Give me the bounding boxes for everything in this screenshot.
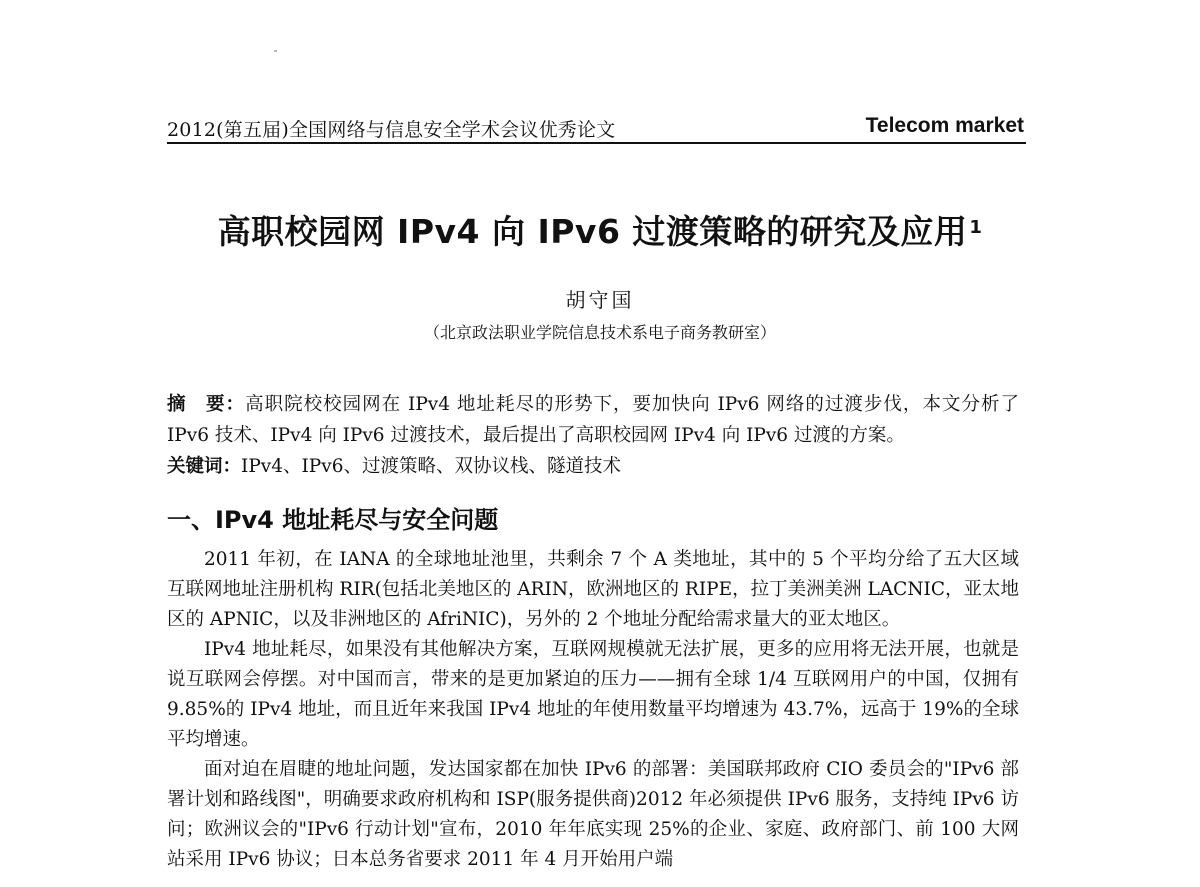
keywords-paragraph xyxy=(167,451,1019,482)
conference-name: 2012(第五届)全国网络与信息安全学术会议优秀论文 xyxy=(167,119,616,141)
section-heading: 一、IPv4 地址耗尽与安全问题 xyxy=(167,506,499,534)
paper-title xyxy=(0,206,1200,253)
abstract-block xyxy=(167,389,1019,482)
abstract-text: 高职院校校园网在 IPv4 地址耗尽的形势下，要加快向 IPv6 网络的过渡步伐，本文分析了 IPv6 技术、IPv4 向 IPv6 过渡技术，最后提出了高职校园网 IPv4 向 IPv6 过渡的方案。 xyxy=(167,394,1019,446)
abstract-label: 摘 要： xyxy=(167,394,246,415)
author-name: 胡守国 xyxy=(565,288,635,312)
keywords-label: 关键词： xyxy=(167,456,242,477)
paper-title-text: 高职校园网 IPv4 向 IPv6 过渡策略的研究及应用 xyxy=(217,212,968,251)
section-body xyxy=(167,545,1019,875)
body-paragraph: IPv4 地址耗尽，如果没有其他解决方案，互联网规模就无法扩展，更多的应用将无法开展，也就是说互联网会停摆。对中国而言，带来的是更加紧迫的压力——拥有全球 1/4 互联网用户的中国，仅拥有 9.85%的 IPv4 地址，而且近年来我国 IPv4 地址的年使用数量平均增速为 43.7%，远高于 19%的全球平均增速。 xyxy=(167,639,1019,750)
body-paragraph: 2011 年初，在 IANA 的全球地址池里，共剩余 7 个 A 类地址，其中的 5 个平均分给了五大区域互联网地址注册机构 RIR(包括北美地区的 ARIN，欧洲地区的 RIPE，拉丁美洲美洲 LACNIC，亚太地区的 APNIC，以及非洲地区的 AfriNIC)，另外的 2 个地址分配给需求量大的亚太地区。 xyxy=(167,549,1019,630)
keywords-text: IPv4、IPv6、过渡策略、双协议栈、隧道技术 xyxy=(241,456,621,477)
running-header xyxy=(167,112,1026,144)
abstract-paragraph xyxy=(167,389,1019,451)
author-affiliation: （北京政法职业学院信息技术系电子商务教研室） xyxy=(423,323,776,342)
scan-speck xyxy=(274,50,277,52)
body-paragraph: 面对迫在眉睫的地址问题，发达国家都在加快 IPv6 的部署：美国联邦政府 CIO 委员会的"IPv6 部署计划和路线图"，明确要求政府机构和 ISP(服务提供商)2012 年必须提供 IPv6 服务，支持纯 IPv6 访问；欧洲议会的"IPv6 行动计划"宣布，2010 年年底实现 25%的企业、家庭、政府部门、前 100 大网站采用 IPv6 协议；日本总务省要求 2011 年 4 月开始用户端 xyxy=(167,759,1019,870)
journal-name: Telecom market xyxy=(865,114,1024,137)
title-footnote-mark: 1 xyxy=(969,217,983,238)
